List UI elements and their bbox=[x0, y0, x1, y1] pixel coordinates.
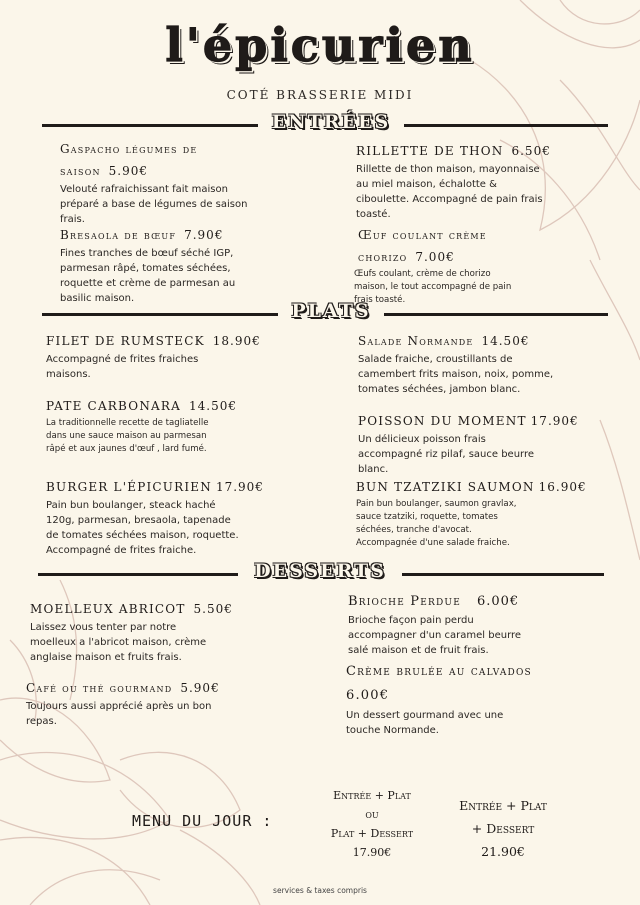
divider-line bbox=[402, 573, 604, 576]
divider-line bbox=[38, 573, 238, 576]
menu-item-carbonara bbox=[46, 395, 306, 456]
section-title-entrees: ENTRÉES bbox=[271, 111, 391, 133]
menu-item-gaspacho bbox=[60, 138, 300, 227]
item-description: Pain bun boulanger, steack haché 120g, parmesan, bresaola, tapenade de tomates séchées maison, roquette. Accompagné de frites fraiche. bbox=[46, 500, 239, 556]
item-description: Pain bun boulanger, saumon gravlax, sauce tzatziki, roquette, tomates séchées, tranche d'avocat. Accompagnée d'une salade fraiche. bbox=[356, 499, 517, 548]
menu-item-moelleux bbox=[30, 598, 300, 665]
item-name: BURGER L'ÉPICURIEN bbox=[46, 480, 212, 494]
item-name: Bresaola de bœuf bbox=[60, 228, 177, 242]
item-name: Salade Normande bbox=[358, 334, 474, 348]
item-description: La traditionnelle recette de tagliatelle dans une sauce maison au parmesan râpé et aux jaunes d'œuf , lard fumé. bbox=[46, 418, 209, 454]
menu-item-creme bbox=[346, 660, 608, 738]
item-description: Laissez vous tenter par notre moelleux a l'abricot maison, crème anglaise maison et fruits frais. bbox=[30, 622, 207, 663]
item-price: 16.90€ bbox=[538, 480, 587, 494]
item-name: POISSON DU MOMENT bbox=[358, 414, 527, 428]
item-description: Velouté rafraichissant fait maison préparé a base de légumes de saison frais. bbox=[60, 184, 248, 225]
restaurant-title: l'épicurien bbox=[165, 18, 475, 72]
item-name: MOELLEUX ABRICOT bbox=[30, 602, 186, 616]
item-name: saison bbox=[60, 164, 101, 178]
item-name: Œuf coulant crème bbox=[358, 228, 487, 242]
divider-line bbox=[404, 124, 608, 127]
item-name: FILET DE RUMSTECK bbox=[46, 334, 205, 348]
item-name: chorizo bbox=[358, 250, 408, 264]
menu-item-poisson bbox=[358, 410, 608, 477]
menu-item-salade bbox=[358, 330, 608, 397]
item-price: 14.50€ bbox=[481, 334, 530, 348]
item-price: 18.90€ bbox=[212, 334, 261, 348]
item-name: Crème brulée au calvados bbox=[346, 664, 532, 679]
item-price: 5.90€ bbox=[108, 164, 149, 178]
item-name: RILLETTE DE THON bbox=[356, 144, 504, 158]
section-title-desserts: DESSERTS bbox=[254, 560, 386, 582]
menu-item-oeuf bbox=[354, 224, 608, 307]
item-description: Rillette de thon maison, mayonnaise au miel maison, échalotte & ciboulette. Accompagné de pain frais toasté. bbox=[356, 164, 543, 220]
item-description: Toujours aussi apprécié après un bon repas. bbox=[26, 701, 212, 727]
section-title-plats: PLATS bbox=[291, 300, 371, 322]
item-description: Œufs coulant, crème de chorizo maison, le tout accompagné de pain frais toasté. bbox=[354, 269, 512, 305]
menu-du-jour-label: MENU DU JOUR : bbox=[132, 812, 273, 830]
menu-item-rumsteck bbox=[46, 330, 306, 382]
item-name: PATE CARBONARA bbox=[46, 399, 181, 413]
item-name: BUN TZATZIKI SAUMON bbox=[356, 480, 535, 494]
item-name: Gaspacho légumes de bbox=[60, 142, 198, 156]
formula-two: Entrée + Plat + Dessert 21.90€ bbox=[459, 798, 547, 859]
item-name: Café ou thé gourmand bbox=[26, 681, 173, 695]
divider-line bbox=[42, 124, 258, 127]
item-description: Accompagné de frites fraiches maisons. bbox=[46, 354, 199, 380]
item-name: Brioche Perdue bbox=[348, 594, 461, 609]
menu-item-bresaola bbox=[60, 224, 300, 306]
item-price: 5.50€ bbox=[193, 602, 233, 616]
menu-item-burger bbox=[46, 476, 306, 558]
item-price: 17.90€ bbox=[530, 414, 579, 428]
formula-one: Entrée + Plat ou Plat + Dessert 17.90€ bbox=[330, 789, 414, 859]
item-description: Salade fraiche, croustillants de camembert frits maison, noix, pomme, tomates séchées, jambon blanc. bbox=[358, 354, 554, 395]
item-description: Un délicieux poisson frais accompagné riz pilaf, sauce beurre blanc. bbox=[358, 434, 535, 475]
menu-item-rillette bbox=[356, 140, 606, 222]
item-description: Un dessert gourmand avec une touche Normande. bbox=[346, 710, 504, 736]
divider-line bbox=[42, 313, 278, 316]
menu-item-cafe bbox=[26, 677, 306, 729]
menu-item-brioche bbox=[348, 591, 608, 658]
menu-item-tzatziki bbox=[356, 476, 608, 550]
divider-line bbox=[384, 313, 608, 316]
footer-note: services & taxes compris bbox=[273, 886, 367, 895]
item-price: 17.90€ bbox=[215, 480, 264, 494]
item-price: 6.00€ bbox=[346, 688, 390, 703]
item-price: 7.00€ bbox=[415, 250, 455, 264]
item-price: 5.90€ bbox=[180, 681, 220, 695]
item-description: Fines tranches de bœuf séché IGP, parmesan râpé, tomates séchées, roquette et crème de parmesan au basilic maison. bbox=[60, 248, 236, 304]
item-price: 6.50€ bbox=[511, 144, 551, 158]
item-price: 14.50€ bbox=[189, 399, 237, 413]
item-price: 7.90€ bbox=[184, 228, 224, 242]
item-description: Brioche façon pain perdu accompagner d'un caramel beurre salé maison et de fruit frais. bbox=[348, 615, 522, 656]
item-price: 6.00€ bbox=[476, 594, 520, 609]
restaurant-subtitle: COTÉ BRASSERIE MIDI bbox=[226, 88, 414, 102]
